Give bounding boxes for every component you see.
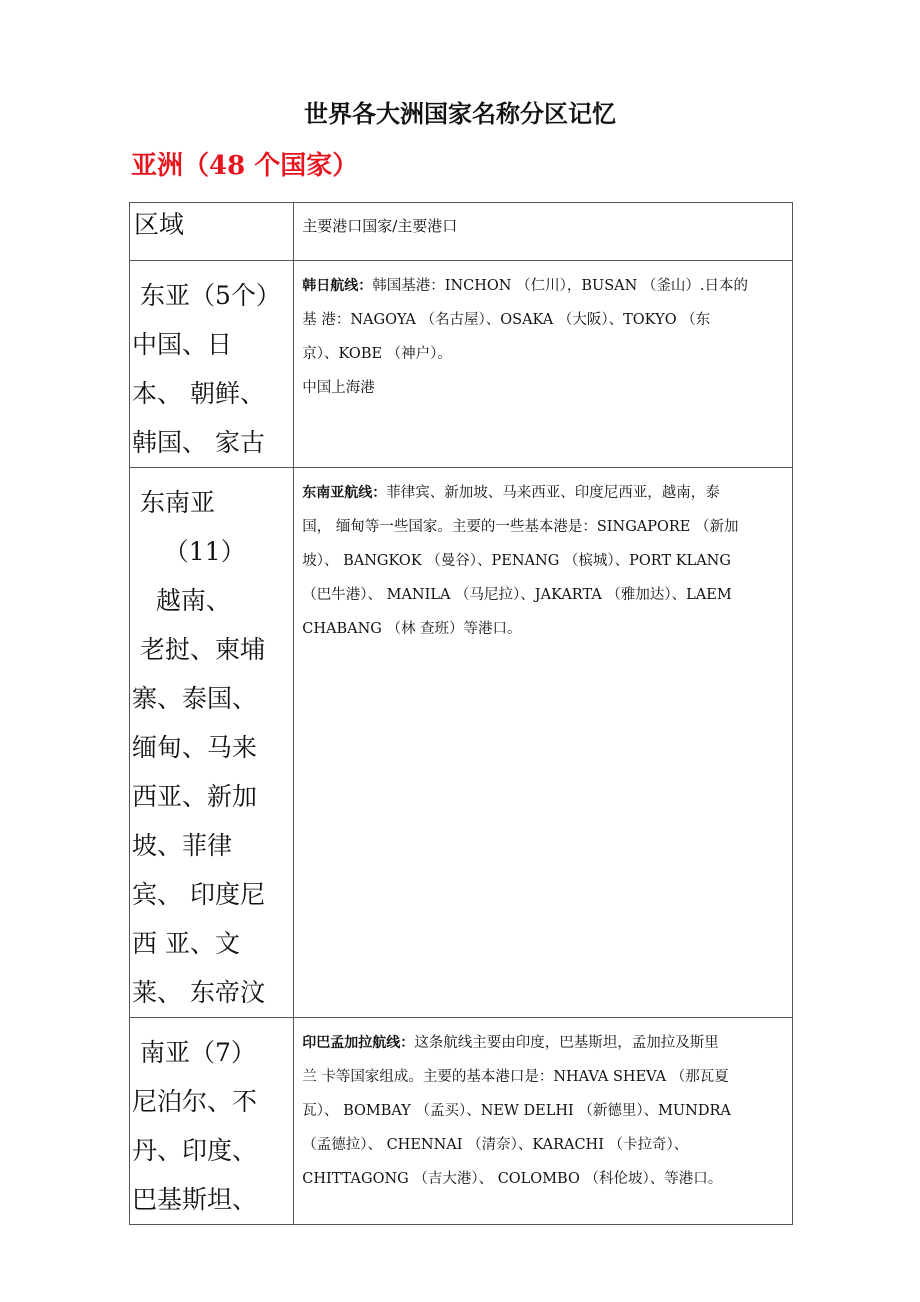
table-row-south-asia [130,1018,793,1225]
port-line: 基 港：NAGOYA （名古屋）、OSAKA （大阪）、TOKYO （东 [302,312,711,328]
region-line: 丹、印度、 [132,1136,258,1165]
ports-cell [294,1018,793,1225]
region-cell [130,468,294,1018]
table-row-east-asia [130,261,793,468]
port-line [302,269,792,303]
region-line: 缅甸、马来 [132,733,258,762]
port-line: 国， 缅甸等一些国家。主要的一些基本港是：SINGAPORE （新加 [302,519,739,535]
port-line [302,476,792,510]
table-header-row [130,203,793,261]
port-line: 兰 卡等国家组成。主要的基本港口是：NHAVA SHEVA （那瓦夏 [302,1069,729,1085]
region-line: 东亚（5个） [132,281,281,310]
port-line: 京）、KOBE （神户）。 [302,346,452,362]
region-line: 老挝、柬埔 [132,635,265,664]
route-label: 韩日航线： [302,278,373,294]
region-line: 莱、 东帝汶 [132,978,265,1007]
port-line: 中国上海港 [302,380,375,396]
port-text: 这条航线主要由印度，巴基斯坦，孟加拉及斯里 [414,1035,719,1051]
region-cell [130,261,294,468]
ports-cell [294,261,793,468]
region-line: 本、 朝鲜、 [132,379,265,408]
region-line: 尼泊尔、不 [132,1087,258,1116]
region-line: 坡、菲律 [132,831,233,860]
region-line: 巴基斯坦、 [132,1185,258,1214]
port-line: （巴牛港）、 MANILA （马尼拉）、JAKARTA （雅加达）、LAEM [302,587,732,603]
port-line: CHITTAGONG （吉大港）、 COLOMBO （科伦坡）、等港口。 [302,1171,723,1187]
region-ports-table [129,202,793,1225]
port-line: （孟德拉）、 CHENNAI （清奈）、KARACHI （卡拉奇）、 [302,1137,689,1153]
port-line: CHABANG （林 查班）等港口。 [302,621,522,637]
port-text: 韩国基港：INCHON （仁川），BUSAN （釜山）.日本的 [372,278,749,294]
region-line: 东南亚 [132,488,215,517]
region-cell [130,1018,294,1225]
port-line [302,1026,792,1060]
port-text: 菲律宾、新加坡、马来西亚、印度尼西亚，越南，泰 [386,485,720,501]
table-row-southeast-asia [130,468,793,1018]
region-line: （11） [132,537,246,566]
port-line: 坡）、 BANGKOK （曼谷）、PENANG （槟城）、PORT KLANG [302,553,731,569]
region-line: 西亚、新加 [132,782,258,811]
header-ports: 主要港口国家/主要港口 [294,203,793,261]
region-line: 韩国、 家古 [132,428,265,457]
route-label: 东南亚航线： [302,485,387,501]
ports-cell [294,468,793,1018]
region-line: 宾、 印度尼 [132,880,265,909]
section-heading-asia: 亚洲（48 个国家） [131,151,359,181]
port-line: 瓦）、 BOMBAY （孟买）、NEW DELHI （新德里）、MUNDRA [302,1103,731,1119]
header-region: 区域 [130,203,294,261]
document-title: 世界各大洲国家名称分区记忆 [304,100,616,128]
region-line: 寨、泰国、 [132,684,258,713]
region-line: 中国、日 [132,330,233,359]
region-line: 西 亚、文 [132,929,240,958]
region-line: 越南、 [132,586,231,615]
route-label: 印巴孟加拉航线： [302,1035,415,1051]
region-line: 南亚（7） [132,1038,256,1067]
